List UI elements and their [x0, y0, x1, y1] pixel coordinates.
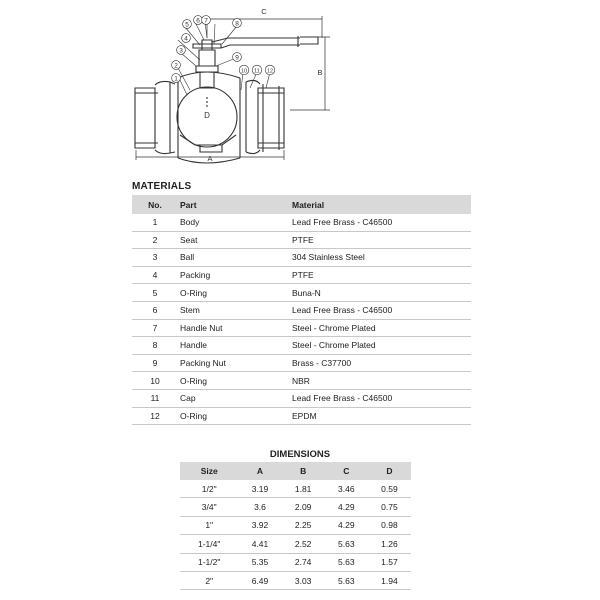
- dimensions-title: DIMENSIONS: [269, 449, 331, 460]
- callout-11: [252, 65, 262, 75]
- cell-b: 3.03: [282, 571, 325, 589]
- row-material: Steel - Chrome Plated: [292, 337, 471, 355]
- cell-d: 0.59: [368, 480, 411, 498]
- row-no: 9: [132, 354, 178, 372]
- cell-d: 0.75: [368, 498, 411, 516]
- svg-text:1: 1: [174, 75, 178, 83]
- table-row: [132, 319, 471, 337]
- row-material: Steel - Chrome Plated: [292, 319, 471, 337]
- callout-5: [183, 20, 192, 29]
- table-row: [132, 249, 471, 267]
- svg-text:5: 5: [185, 21, 189, 29]
- cell-a: 3.92: [238, 516, 281, 534]
- row-no: 12: [132, 407, 178, 425]
- header-no: No.: [132, 195, 178, 214]
- cell-c: 5.63: [325, 571, 368, 589]
- cell-a: 5.35: [238, 553, 281, 571]
- table-row: [180, 516, 411, 534]
- cell-size: 2": [180, 571, 238, 589]
- dim-label-d: D: [204, 111, 210, 120]
- header-material: Material: [292, 195, 471, 214]
- row-material: Lead Free Brass - C46500: [292, 301, 471, 319]
- materials-table: [132, 195, 471, 425]
- cell-d: 1.94: [368, 571, 411, 589]
- table-row: [132, 214, 471, 231]
- cell-a: 3.6: [238, 498, 281, 516]
- row-part: Body: [178, 214, 292, 231]
- svg-text:7: 7: [204, 17, 208, 25]
- callout-2: [172, 61, 181, 70]
- callout-12: [265, 65, 275, 75]
- header-a: A: [238, 462, 281, 480]
- row-no: 11: [132, 389, 178, 407]
- header-b: B: [282, 462, 325, 480]
- row-material: EPDM: [292, 407, 471, 425]
- row-material: Lead Free Brass - C46500: [292, 389, 471, 407]
- svg-text:6: 6: [196, 17, 200, 25]
- dimensions-header-row: [180, 462, 411, 480]
- cell-b: 2.25: [282, 516, 325, 534]
- row-part: Seat: [178, 231, 292, 249]
- callout-7: [202, 16, 211, 25]
- callout-4: [182, 34, 191, 43]
- row-material: Lead Free Brass - C46500: [292, 214, 471, 231]
- cell-c: 5.63: [325, 553, 368, 571]
- dim-label-c: C: [261, 7, 267, 16]
- cell-size: 3/4": [180, 498, 238, 516]
- row-no: 8: [132, 337, 178, 355]
- row-part: Cap: [178, 389, 292, 407]
- row-material: PTFE: [292, 231, 471, 249]
- callout-9: [233, 53, 242, 62]
- dim-label-b: B: [317, 68, 323, 77]
- table-row: [180, 535, 411, 553]
- table-row: [132, 354, 471, 372]
- cell-b: 2.74: [282, 553, 325, 571]
- svg-text:12: 12: [266, 68, 274, 75]
- row-part: O-Ring: [178, 407, 292, 425]
- row-material: Brass - C37700: [292, 354, 471, 372]
- table-row: [132, 407, 471, 425]
- svg-text:10: 10: [240, 68, 248, 75]
- svg-text:11: 11: [254, 68, 260, 75]
- cell-a: 4.41: [238, 535, 281, 553]
- valve-body-outline: [135, 88, 158, 148]
- row-no: 10: [132, 372, 178, 390]
- row-no: 7: [132, 319, 178, 337]
- materials-title: MATERIALS: [132, 181, 192, 192]
- table-row: [180, 480, 411, 498]
- callout-8: [233, 19, 242, 28]
- materials-header-row: [132, 195, 471, 214]
- callout-10: [239, 65, 249, 75]
- cell-size: 1": [180, 516, 238, 534]
- row-part: Handle Nut: [178, 319, 292, 337]
- dimensions-table: [180, 462, 411, 590]
- row-part: Stem: [178, 301, 292, 319]
- cell-size: 1-1/4": [180, 535, 238, 553]
- cell-c: 4.29: [325, 516, 368, 534]
- table-row: [132, 266, 471, 284]
- row-material: Buna-N: [292, 284, 471, 302]
- dim-label-a: A: [207, 154, 213, 163]
- table-row: [132, 372, 471, 390]
- row-material: 304 Stainless Steel: [292, 249, 471, 267]
- cell-d: 1.57: [368, 553, 411, 571]
- table-row: [132, 301, 471, 319]
- callout-6: [194, 16, 203, 25]
- header-size: Size: [180, 462, 238, 480]
- header-part: Part: [178, 195, 292, 214]
- row-no: 5: [132, 284, 178, 302]
- cell-c: 5.63: [325, 535, 368, 553]
- svg-text:9: 9: [235, 54, 239, 62]
- ball-valve-diagram: [120, 0, 480, 175]
- table-row: [132, 337, 471, 355]
- row-no: 2: [132, 231, 178, 249]
- header-d: D: [368, 462, 411, 480]
- cell-c: 3.46: [325, 480, 368, 498]
- handle: [212, 36, 300, 48]
- callout-3: [177, 46, 186, 55]
- table-row: [132, 284, 471, 302]
- cell-d: 1.26: [368, 535, 411, 553]
- svg-text:2: 2: [174, 62, 178, 70]
- table-row: [180, 571, 411, 589]
- row-no: 6: [132, 301, 178, 319]
- cell-size: 1/2": [180, 480, 238, 498]
- table-row: [180, 553, 411, 571]
- table-row: [132, 231, 471, 249]
- row-material: PTFE: [292, 266, 471, 284]
- cell-b: 2.09: [282, 498, 325, 516]
- svg-text:3: 3: [179, 47, 183, 55]
- row-no: 4: [132, 266, 178, 284]
- table-row: [132, 389, 471, 407]
- row-material: NBR: [292, 372, 471, 390]
- cell-d: 0.98: [368, 516, 411, 534]
- table-row: [180, 498, 411, 516]
- svg-text:8: 8: [235, 20, 239, 28]
- row-part: O-Ring: [178, 372, 292, 390]
- cell-a: 6.49: [238, 571, 281, 589]
- cell-a: 3.19: [238, 480, 281, 498]
- callout-1: [172, 74, 181, 83]
- cell-b: 1.81: [282, 480, 325, 498]
- cell-c: 4.29: [325, 498, 368, 516]
- row-part: O-Ring: [178, 284, 292, 302]
- stem: [196, 66, 218, 88]
- row-no: 3: [132, 249, 178, 267]
- row-part: Handle: [178, 337, 292, 355]
- row-part: Ball: [178, 249, 292, 267]
- row-no: 1: [132, 214, 178, 231]
- right-pipe-end: [258, 88, 284, 148]
- row-part: Packing: [178, 266, 292, 284]
- cell-size: 1-1/2": [180, 553, 238, 571]
- row-part: Packing Nut: [178, 354, 292, 372]
- header-c: C: [325, 462, 368, 480]
- svg-text:4: 4: [184, 35, 188, 43]
- cell-b: 2.52: [282, 535, 325, 553]
